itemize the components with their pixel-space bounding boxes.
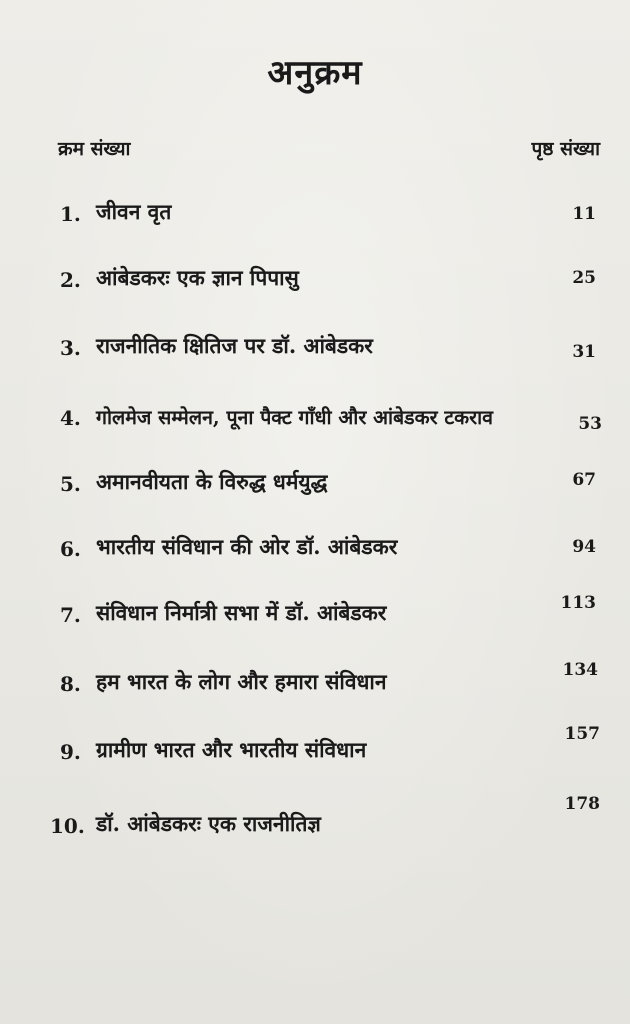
- entry-page: 11: [572, 204, 596, 224]
- entry-number: 6.: [60, 537, 81, 561]
- entry-page: 178: [564, 794, 600, 814]
- entry-page: 31: [572, 342, 596, 362]
- toc-entry: [0, 320, 630, 360]
- toc-entry: [0, 587, 630, 627]
- entry-number: 5.: [60, 472, 81, 496]
- entry-number: 1.: [60, 202, 81, 226]
- entry-title: हम भारत के लोग और हमारा संविधान: [96, 669, 387, 694]
- entry-title: अमानवीयता के विरुद्ध धर्मयुद्ध: [96, 469, 328, 494]
- toc-entry: [0, 724, 630, 764]
- entry-number: 9.: [60, 740, 81, 764]
- entry-title: भारतीय संविधान की ओर डॉ. आंबेडकर: [96, 534, 398, 559]
- entry-page: 53: [578, 414, 602, 434]
- entry-number: 3.: [60, 336, 81, 360]
- entry-title: आंबेडकरः एक ज्ञान पिपासु: [96, 265, 299, 290]
- toc-entry: [0, 521, 630, 561]
- entry-title: जीवन वृत: [96, 199, 172, 224]
- entry-number: 8.: [60, 672, 81, 696]
- page-title: अनुक्रम: [267, 53, 363, 93]
- serial-number-header: क्रम संख्या: [58, 138, 131, 160]
- toc-entry: [0, 794, 630, 838]
- entry-title: डॉ. आंबेडकरः एक राजनीतिज्ञ: [96, 811, 321, 836]
- toc-entry: [0, 656, 630, 696]
- entry-number: 4.: [60, 406, 81, 430]
- page-number-header: पृष्ठ संख्या: [531, 138, 600, 160]
- toc-entry: [0, 252, 630, 292]
- entry-page: 113: [560, 593, 596, 613]
- entry-title: संविधान निर्मात्री सभा में डॉ. आंबेडकर: [96, 600, 387, 625]
- entry-number: 7.: [60, 603, 81, 627]
- toc-entry: [0, 186, 630, 226]
- entry-title: ग्रामीण भारत और भारतीय संविधान: [96, 737, 367, 762]
- entry-number: 10.: [50, 814, 85, 838]
- entry-title: गोलमेज सम्मेलन, पूना पैक्ट गाँधी और आंबेडकर टकराव: [96, 406, 494, 429]
- entry-page: 134: [562, 660, 598, 680]
- toc-entry: [0, 456, 630, 496]
- entry-page: 67: [572, 470, 596, 490]
- entry-page: 94: [572, 537, 596, 557]
- entry-title: राजनीतिक क्षितिज पर डॉ. आंबेडकर: [96, 333, 373, 358]
- entry-number: 2.: [60, 268, 81, 292]
- entry-page: 25: [572, 268, 596, 288]
- entry-page: 157: [564, 724, 600, 744]
- toc-entry: [0, 390, 630, 434]
